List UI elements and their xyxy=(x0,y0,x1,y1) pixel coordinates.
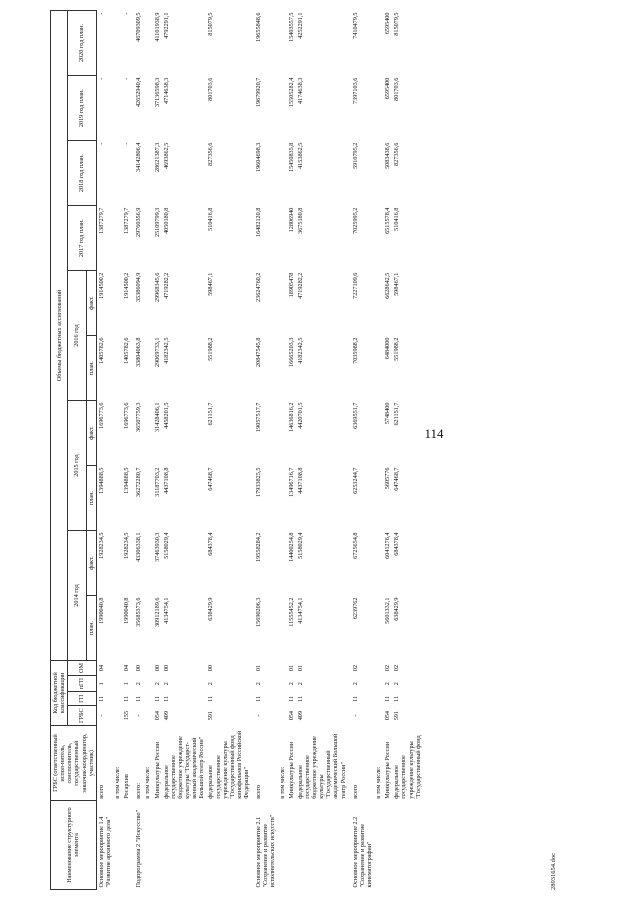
row-value: 4134754,1 xyxy=(296,597,304,624)
row-value: 621151,7 xyxy=(207,402,215,426)
row-grbs: Минкультуры России xyxy=(153,742,161,799)
table-row xyxy=(296,11,351,890)
row-value: 4792291,1 xyxy=(162,12,170,39)
header-fact-2014: факт. xyxy=(86,531,96,596)
row-kbk-grbs: 155 xyxy=(123,711,131,721)
row-kbk-grbs: - xyxy=(255,714,263,717)
row-value: 20847545,8 xyxy=(255,337,263,367)
row-value: 35386094,9 xyxy=(135,272,143,302)
row-value: 684378,4 xyxy=(393,532,401,556)
row-kbk-om: 00 xyxy=(135,664,143,672)
row-value xyxy=(374,401,383,466)
row-kbk-gp xyxy=(113,692,122,706)
row-value: 4252291,1 xyxy=(296,12,304,39)
header-year-2014: 2014 год xyxy=(68,531,86,661)
row-value: 801703,6 xyxy=(207,77,215,101)
row-value: 6595400 xyxy=(384,12,392,35)
row-value: 1405782,6 xyxy=(97,337,105,364)
row-kbk-grbs: 054 xyxy=(153,711,161,721)
header-name: Наименование структурного элемента xyxy=(51,801,97,890)
row-kbk-grbs xyxy=(278,706,287,726)
budget-table xyxy=(50,10,423,890)
row-value xyxy=(278,76,287,141)
row-value: 598467,1 xyxy=(207,272,215,296)
row-value: 19679920,7 xyxy=(255,77,263,108)
header-kbk-om: ОМ xyxy=(68,661,97,676)
row-kbk-grbs xyxy=(374,706,383,726)
footer-filename: 28031654.doc xyxy=(550,852,557,890)
table-row xyxy=(162,11,207,890)
row-value: 4458201,5 xyxy=(162,402,170,429)
table-row xyxy=(134,11,143,890)
row-value: 1405782,6 xyxy=(123,337,131,364)
row-kbk-pgp: 2 xyxy=(135,682,143,686)
row-value: 4182342,5 xyxy=(162,337,170,364)
row-name xyxy=(153,801,162,890)
row-kbk-gp: 11 xyxy=(123,695,131,702)
row-value: 16482120,8 xyxy=(255,207,263,237)
header-plan-2015: план. xyxy=(86,466,96,531)
row-kbk-pgp xyxy=(278,675,287,691)
row-kbk-grbs: 591 xyxy=(207,711,215,721)
row-grbs: в том числе: xyxy=(114,766,121,799)
table-body xyxy=(96,11,423,890)
row-kbk-om: 02 xyxy=(384,664,392,672)
row-value xyxy=(374,596,383,661)
row-grbs: Росархив xyxy=(123,774,131,799)
row-value: - xyxy=(97,142,105,145)
row-value: 4719282,2 xyxy=(162,272,170,299)
header-year-2018: 2018 год план. xyxy=(68,141,97,206)
row-kbk-gp: 11 xyxy=(97,695,105,702)
row-value: 35685373,6 xyxy=(135,597,143,627)
row-value: 6484000 xyxy=(384,337,392,360)
row-kbk-pgp xyxy=(113,675,122,691)
row-kbk-gp xyxy=(374,692,383,706)
row-name xyxy=(143,801,152,890)
row-value: 551988,2 xyxy=(393,337,401,361)
row-value xyxy=(113,336,122,401)
table-row xyxy=(122,11,134,890)
row-value: 647468,7 xyxy=(207,467,215,491)
row-value xyxy=(113,271,122,336)
row-value: 15450835,8 xyxy=(287,142,295,173)
header-volumes: Объемы бюджетных ассигнований xyxy=(51,11,68,661)
row-value: 19655848,6 xyxy=(255,12,263,42)
row-value: 6515578,4 xyxy=(384,207,392,234)
row-value: 4437108,8 xyxy=(162,467,170,494)
row-value: 3675180,8 xyxy=(296,207,304,234)
row-kbk-om xyxy=(278,661,287,676)
page-number: 114 xyxy=(424,426,444,441)
row-value: - xyxy=(97,77,105,80)
row-value: 7397103,6 xyxy=(351,77,359,104)
row-value: 4714638,3 xyxy=(162,77,170,104)
row-value: 1990040,8 xyxy=(123,597,131,624)
header-plan-2014: план. xyxy=(86,596,96,661)
row-value xyxy=(143,596,152,661)
row-kbk-pgp: 2 xyxy=(393,682,401,686)
document-page xyxy=(50,10,570,890)
row-value xyxy=(113,141,122,206)
row-kbk-grbs: 054 xyxy=(384,711,392,721)
table-row xyxy=(392,11,423,890)
row-value: 46709309,5 xyxy=(135,12,143,42)
row-kbk-om: 02 xyxy=(393,664,401,672)
row-value xyxy=(278,531,287,596)
row-value xyxy=(278,401,287,466)
header-year-2015: 2015 год xyxy=(68,401,86,531)
row-value: - xyxy=(123,12,131,15)
row-value: 510416,8 xyxy=(393,207,401,231)
row-kbk-pgp xyxy=(143,675,152,691)
header-kbk-gp: ГП xyxy=(68,692,97,706)
row-kbk-om xyxy=(143,661,152,676)
row-value xyxy=(374,11,383,76)
row-value: 11555452,2 xyxy=(287,597,295,627)
row-kbk-grbs: - xyxy=(351,714,359,717)
row-value: 5158029,4 xyxy=(162,532,170,559)
row-kbk-gp: 11 xyxy=(384,695,392,702)
row-value: 4437108,8 xyxy=(296,467,304,494)
table-row xyxy=(287,11,296,890)
row-value: 1990040,8 xyxy=(97,597,105,624)
table-row xyxy=(374,11,383,890)
row-value: 6369551,7 xyxy=(351,402,359,429)
row-value xyxy=(374,466,383,531)
row-value xyxy=(113,531,122,596)
header-plan-2016: план. xyxy=(86,336,96,401)
row-kbk-om: 04 xyxy=(123,664,131,672)
row-kbk-om: 00 xyxy=(207,664,215,672)
row-kbk-pgp: 2 xyxy=(296,682,304,686)
row-value: 815079,5 xyxy=(393,12,401,36)
row-kbk-gp: 11 xyxy=(135,695,143,702)
row-kbk-om: 00 xyxy=(153,664,161,672)
row-name xyxy=(206,801,254,890)
row-name xyxy=(296,801,351,890)
row-name xyxy=(113,801,122,890)
row-kbk-grbs: - xyxy=(135,714,143,717)
header-year-2020: 2020 год план. xyxy=(68,11,97,76)
row-name xyxy=(383,801,392,890)
row-value: 36507759,3 xyxy=(135,402,143,432)
row-kbk-grbs: 054 xyxy=(287,711,295,721)
row-value: 5083438,6 xyxy=(384,142,392,169)
row-name: Основное мероприятие 2.2 "Сохранение и развитие кинематографии" xyxy=(351,816,373,888)
row-value: 621151,7 xyxy=(393,402,401,426)
header-kbk-pgp: пГП xyxy=(68,675,97,691)
row-value: 15690206,3 xyxy=(255,597,263,627)
row-value: 4719282,2 xyxy=(296,272,304,299)
row-value: 6595400 xyxy=(384,77,392,100)
table-row xyxy=(254,11,277,890)
row-value: 5910795,2 xyxy=(351,142,359,169)
header-year-2017: 2017 год план. xyxy=(68,206,97,271)
row-value: 647468,7 xyxy=(393,467,401,491)
row-value xyxy=(143,531,152,596)
row-value: 7410479,5 xyxy=(351,12,359,39)
row-value: 28621387,3 xyxy=(153,142,161,173)
row-value: 5605776 xyxy=(384,467,392,490)
row-value: 29069733,1 xyxy=(153,337,161,367)
row-value xyxy=(374,206,383,271)
row-kbk-om: 01 xyxy=(255,664,263,672)
row-value xyxy=(143,336,152,401)
row-value: 827356,6 xyxy=(207,142,215,166)
table-row xyxy=(206,11,254,890)
row-value: 43306338,1 xyxy=(135,532,143,562)
table-header xyxy=(51,11,97,890)
row-name: Подпрограмма 2 "Искусство" xyxy=(135,809,143,888)
row-kbk-om: 02 xyxy=(351,664,359,672)
row-kbk-om xyxy=(374,661,383,676)
row-name xyxy=(162,801,207,890)
row-kbk-gp: 11 xyxy=(296,695,304,702)
row-value xyxy=(113,596,122,661)
row-value: 29968345,6 xyxy=(153,272,161,302)
row-value: 19558284,2 xyxy=(255,532,263,562)
row-value: 551988,2 xyxy=(207,337,215,361)
row-kbk-gp: 11 xyxy=(153,695,161,702)
row-value: 4420701,5 xyxy=(296,402,304,429)
row-grbs: в том числе: xyxy=(375,766,382,799)
row-value: 827356,6 xyxy=(393,142,401,166)
row-value: 19604698,3 xyxy=(255,142,263,173)
row-value xyxy=(143,141,152,206)
row-grbs: в том числе: xyxy=(144,766,152,799)
row-value xyxy=(374,76,383,141)
row-value: 4182342,5 xyxy=(296,337,304,364)
row-kbk-grbs xyxy=(143,706,152,726)
row-grbs: Минкультуры России xyxy=(384,742,392,799)
row-value: 34142806,4 xyxy=(135,142,143,173)
header-kbk: Код бюджетной классификации xyxy=(51,661,68,726)
row-value: 638429,9 xyxy=(207,597,215,621)
row-kbk-grbs: - xyxy=(97,714,105,717)
row-kbk-gp: 11 xyxy=(207,695,215,702)
table-row xyxy=(113,11,122,890)
row-kbk-pgp: 2 xyxy=(255,682,263,686)
row-grbs: федеральное государственное учреждение культуры "Государственный фонд xyxy=(393,735,422,799)
row-value: 5158029,4 xyxy=(296,532,304,559)
row-value: 815079,5 xyxy=(207,12,215,36)
row-value: 801703,6 xyxy=(393,77,401,101)
row-value: 31428406,1 xyxy=(153,402,161,432)
header-year-2019: 2019 год план. xyxy=(68,76,97,141)
row-value xyxy=(113,401,122,466)
row-value xyxy=(278,141,287,206)
row-value: 4693862,5 xyxy=(162,142,170,169)
row-value: 638429,9 xyxy=(393,597,401,621)
row-value xyxy=(143,206,152,271)
row-value xyxy=(113,76,122,141)
row-name: Основное мероприятие 2.1 "Сохранение и развитие исполнительских искусств" xyxy=(255,814,277,888)
row-value: 6253244,7 xyxy=(351,467,359,494)
row-value: 1914500,2 xyxy=(123,272,131,299)
row-value: 15505282,4 xyxy=(287,77,295,108)
row-kbk-om: 01 xyxy=(296,664,304,672)
row-value: 6041276,4 xyxy=(384,532,392,559)
row-value: 33804063,8 xyxy=(135,337,143,367)
row-kbk-pgp: 2 xyxy=(384,682,392,686)
row-value: 31187703,2 xyxy=(153,467,161,497)
row-name xyxy=(287,801,296,890)
row-value xyxy=(278,596,287,661)
row-name xyxy=(374,801,383,890)
row-value: 510416,8 xyxy=(207,207,215,231)
row-value: 4050180,8 xyxy=(162,207,170,234)
row-value: 30912189,6 xyxy=(153,597,161,627)
row-value: 25109799,3 xyxy=(153,207,161,237)
row-kbk-pgp xyxy=(374,675,383,691)
row-value: 6239762 xyxy=(351,597,359,620)
row-value: 1928234,5 xyxy=(97,532,105,559)
row-value: 6725654,8 xyxy=(351,532,359,559)
row-grbs: федеральное государственное учреждение культуры "Государственный фонд кинофильмов Российской Федерации" xyxy=(207,730,250,799)
row-value: 7227109,6 xyxy=(351,272,359,299)
row-value: 1394888,5 xyxy=(97,467,105,494)
row-kbk-om xyxy=(113,661,122,676)
table-row xyxy=(383,11,392,890)
row-value xyxy=(374,141,383,206)
row-kbk-gp xyxy=(143,692,152,706)
row-grbs: всего: xyxy=(135,783,143,799)
row-kbk-grbs: 409 xyxy=(296,711,304,721)
row-value xyxy=(143,401,152,466)
row-grbs: всего xyxy=(97,784,105,799)
row-value xyxy=(278,11,287,76)
row-value xyxy=(143,76,152,141)
row-value: 1387279,7 xyxy=(97,207,105,234)
row-grbs: в том числе: xyxy=(278,766,286,799)
row-value: 5601332,1 xyxy=(384,597,392,624)
header-grbs: ГРБС (ответственный испол-нитель, соисполнитель, государственный заказчик-координатор, участник) xyxy=(51,725,97,800)
row-kbk-pgp: 2 xyxy=(153,682,161,686)
row-value: 16665203,3 xyxy=(287,337,295,367)
row-name xyxy=(122,801,134,890)
row-value: 37136598,3 xyxy=(153,77,161,108)
row-value: 14636816,2 xyxy=(287,402,295,432)
row-value xyxy=(278,336,287,401)
row-value: 684378,4 xyxy=(207,532,215,556)
row-value: 13496716,7 xyxy=(287,467,295,497)
table-row xyxy=(96,11,113,890)
row-kbk-pgp: 2 xyxy=(287,682,295,686)
row-grbs: всего xyxy=(255,784,263,799)
row-value: 19057517,7 xyxy=(255,402,263,432)
row-name xyxy=(392,801,423,890)
row-value: 1928234,5 xyxy=(123,532,131,559)
row-value: 4153862,5 xyxy=(296,142,304,169)
row-value xyxy=(374,271,383,336)
row-value: 42652940,4 xyxy=(135,77,143,108)
row-name xyxy=(278,801,287,890)
row-value xyxy=(278,206,287,271)
row-value: 6628642,5 xyxy=(384,272,392,299)
row-kbk-pgp: 2 xyxy=(162,682,170,686)
row-value: 37463930,3 xyxy=(153,532,161,562)
row-value: 12806940 xyxy=(287,207,295,233)
row-value: 18905478 xyxy=(287,272,295,298)
row-value xyxy=(113,466,122,531)
row-value: 1914500,2 xyxy=(97,272,105,299)
row-name: Основное мероприятие 1.4 "Развитие архивного дела" xyxy=(97,816,112,888)
row-value: 7035988,2 xyxy=(351,337,359,364)
row-value: - xyxy=(97,12,105,15)
row-value: - xyxy=(123,142,131,145)
row-value: 4134754,1 xyxy=(162,597,170,624)
row-kbk-gp: 11 xyxy=(351,695,359,702)
row-value xyxy=(278,271,287,336)
table-row xyxy=(153,11,162,890)
row-value: 15403557,5 xyxy=(287,12,295,42)
row-value xyxy=(374,531,383,596)
row-value: 29760356,9 xyxy=(135,207,143,237)
row-value xyxy=(374,336,383,401)
row-value: 1394888,5 xyxy=(123,467,131,494)
row-value xyxy=(143,11,152,76)
row-value xyxy=(143,271,152,336)
header-fact-2016: факт. xyxy=(86,271,96,336)
row-kbk-gp: 11 xyxy=(162,695,170,702)
table-row xyxy=(278,11,287,890)
row-value: 1696773,6 xyxy=(97,402,105,429)
row-value xyxy=(113,206,122,271)
row-value xyxy=(113,11,122,76)
table-row xyxy=(351,11,374,890)
row-kbk-gp: 11 xyxy=(287,695,295,702)
row-value: 1696773,6 xyxy=(123,402,131,429)
row-value: 598467,1 xyxy=(393,272,401,296)
row-kbk-grbs: 591 xyxy=(393,711,401,721)
row-kbk-grbs xyxy=(113,706,122,726)
row-value: 23624760,2 xyxy=(255,272,263,302)
row-grbs: федеральное государственное бюджетное учреждение культуры "Государст-венный академический Большой театр России" xyxy=(162,736,206,799)
row-value: 5748400 xyxy=(384,402,392,425)
row-kbk-gp: 11 xyxy=(255,695,263,702)
row-value: 14400254,8 xyxy=(287,532,295,562)
row-value: 1387279,7 xyxy=(123,207,131,234)
row-kbk-pgp: 1 xyxy=(97,682,105,686)
row-value xyxy=(143,466,152,531)
row-value: 4174638,3 xyxy=(296,77,304,104)
row-grbs: всего xyxy=(351,784,359,799)
header-year-2016: 2016 год xyxy=(68,271,86,401)
row-kbk-gp xyxy=(278,692,287,706)
row-kbk-pgp: 1 xyxy=(123,682,131,686)
row-value: 36272280,7 xyxy=(135,467,143,497)
row-grbs: Минкультуры России xyxy=(287,742,295,799)
row-grbs: федеральное государственное бюджетное учреждение культуры "Государственный академический Большой театр России" xyxy=(296,733,347,799)
row-kbk-pgp: 2 xyxy=(207,682,215,686)
row-kbk-pgp: 2 xyxy=(351,682,359,686)
row-value: 41101938,9 xyxy=(153,12,161,42)
row-kbk-grbs: 409 xyxy=(162,711,170,721)
header-fact-2015: факт. xyxy=(86,401,96,466)
row-kbk-gp: 11 xyxy=(393,695,401,702)
table-row xyxy=(143,11,152,890)
row-value: - xyxy=(123,77,131,80)
row-kbk-om: 00 xyxy=(162,664,170,672)
row-kbk-om: 01 xyxy=(287,664,295,672)
row-value: 7025995,2 xyxy=(351,207,359,234)
row-value xyxy=(278,466,287,531)
row-value: 17933825,5 xyxy=(255,467,263,497)
row-kbk-om: 04 xyxy=(97,664,105,672)
header-kbk-grbs: ГРБС xyxy=(68,706,97,726)
